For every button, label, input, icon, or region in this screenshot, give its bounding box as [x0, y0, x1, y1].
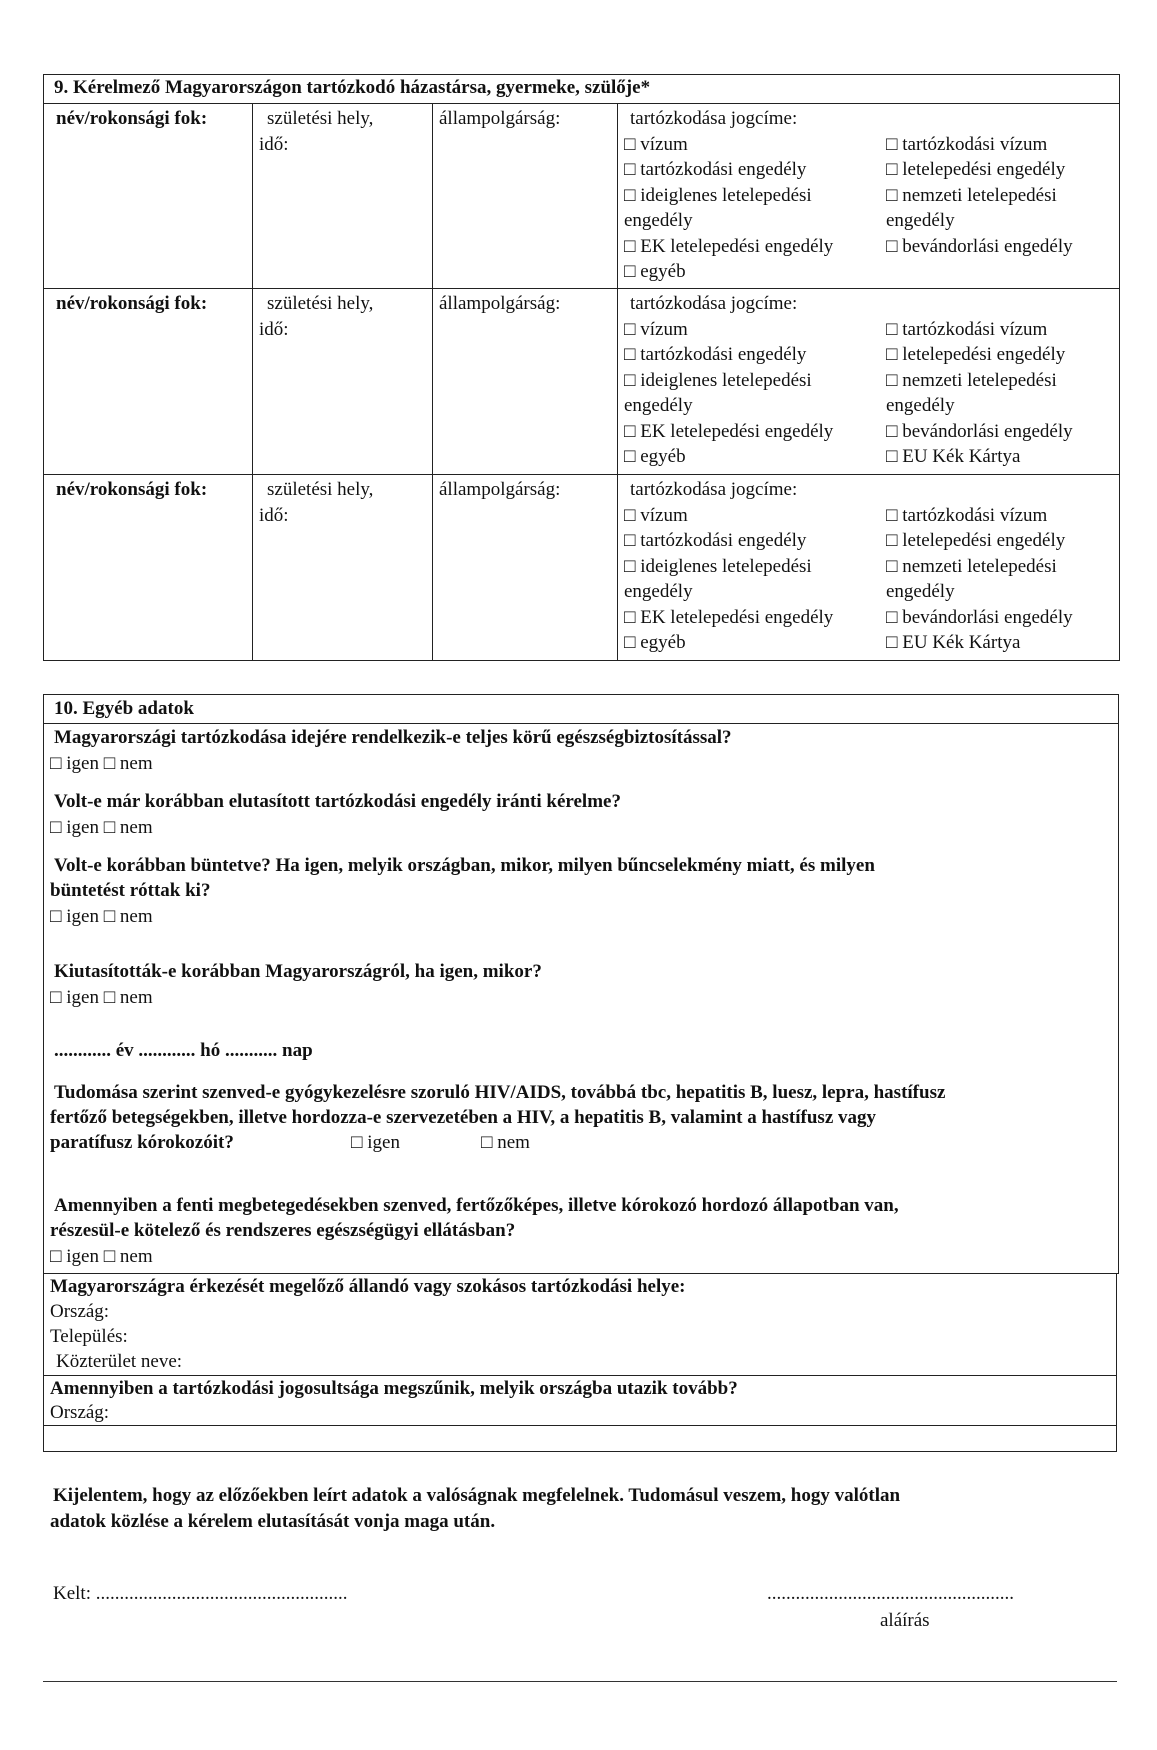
- name-label[interactable]: név/rokonsági fok:: [56, 108, 208, 129]
- status-option[interactable]: □ vízum: [624, 504, 688, 526]
- status-option[interactable]: □ bevándorlási engedély: [886, 420, 1073, 442]
- section-9-title: 9. Kérelmező Magyarországon tartózkodó házastársa, gyermeke, szülője*: [44, 75, 1120, 104]
- birth-label[interactable]: születési hely,: [267, 293, 374, 314]
- birth-label[interactable]: születési hely,: [267, 479, 374, 500]
- status-option[interactable]: □ EK letelepedési engedély: [624, 235, 834, 257]
- status-option[interactable]: □ nemzeti letelepedési: [886, 555, 1057, 577]
- question-care-1: Amennyiben a fenti megbetegedésekben szenved, fertőzőképes, illetve kórokozó hordozó állapotban van,: [54, 1195, 899, 1216]
- answer-care[interactable]: □ igen □ nem: [50, 1246, 153, 1267]
- status-option[interactable]: □ tartózkodási vízum: [886, 133, 1048, 155]
- residence-country[interactable]: Ország:: [50, 1301, 110, 1322]
- status-option[interactable]: □ letelepedési engedély: [886, 530, 1066, 551]
- status-option[interactable]: □ bevándorlási engedély: [886, 606, 1073, 628]
- family-member-row: [44, 475, 1120, 661]
- question-care-2: részesül-e kötelező és rendszeres egészségügyi ellátásban?: [50, 1220, 516, 1241]
- answer-convicted[interactable]: □ igen □ nem: [50, 906, 153, 927]
- family-member-row: [44, 289, 1120, 475]
- status-option[interactable]: □ nemzeti letelepedési: [886, 369, 1057, 391]
- status-option[interactable]: □ ideiglenes letelepedési: [624, 184, 812, 206]
- question-disease-3: paratífusz kórokozóit?: [50, 1132, 234, 1153]
- departure-country[interactable]: Ország:: [50, 1402, 110, 1423]
- birth-label[interactable]: születési hely,: [267, 108, 374, 129]
- status-option[interactable]: □ ideiglenes letelepedési: [624, 369, 812, 391]
- declaration-line-2: adatok közlése a kérelem elutasítását vonja maga után.: [50, 1511, 496, 1532]
- status-option[interactable]: engedély: [886, 395, 955, 416]
- answer-expelled[interactable]: □ igen □ nem: [50, 987, 153, 1008]
- birth-time-label[interactable]: idő:: [259, 318, 289, 340]
- question-disease-1: Tudomása szerint szenved-e gyógykezelésre szoruló HIV/AIDS, továbbá tbc, hepatitis B, luesz, lepra, hastífusz: [54, 1082, 946, 1103]
- status-option[interactable]: □ vízum: [624, 133, 688, 155]
- status-option[interactable]: [886, 259, 1113, 285]
- status-option[interactable]: □ vízum: [624, 318, 688, 340]
- status-option[interactable]: □ tartózkodási engedély: [624, 344, 807, 365]
- question-convicted-1: Volt-e korábban büntetve? Ha igen, melyik országban, mikor, milyen bűncselekmény miatt, és milyen: [54, 855, 875, 876]
- status-option[interactable]: □ egyéb: [624, 632, 686, 653]
- status-option[interactable]: engedély: [624, 395, 693, 416]
- status-option[interactable]: □ EK letelepedési engedély: [624, 606, 834, 628]
- question-expelled: Kiutasították-e korábban Magyarországról, ha igen, mikor?: [54, 961, 542, 982]
- declaration-line-1: Kijelentem, hogy az előzőekben leírt adatok a valóságnak megfelelnek. Tudomásul veszem, hogy valótlan: [53, 1485, 901, 1506]
- citizenship-label[interactable]: állampolgárság:: [439, 108, 561, 129]
- status-option[interactable]: □ letelepedési engedély: [886, 344, 1066, 365]
- name-label[interactable]: név/rokonsági fok:: [56, 479, 208, 500]
- citizenship-label[interactable]: állampolgárság:: [439, 479, 561, 500]
- status-option[interactable]: □ EU Kék Kártya: [886, 632, 1021, 653]
- residence-title: Magyarországra érkezését megelőző állandó vagy szokásos tartózkodási helye:: [50, 1276, 686, 1297]
- status-option[interactable]: engedély: [624, 210, 693, 231]
- status-option[interactable]: □ tartózkodási engedély: [624, 530, 807, 551]
- status-option[interactable]: □ bevándorlási engedély: [886, 235, 1073, 257]
- date-line[interactable]: ............ év ............ hó ........... nap: [54, 1040, 313, 1061]
- question-rejected: Volt-e már korábban elutasított tartózkodási engedély iránti kérelme?: [54, 791, 621, 812]
- status-option[interactable]: □ tartózkodási vízum: [886, 504, 1048, 526]
- question-disease-2: fertőző betegségekben, illetve hordozza-e szervezetében a HIV, a hepatitis B, valamint a hastífusz vagy: [50, 1107, 877, 1128]
- departure-box: [43, 1375, 1117, 1426]
- answer-disease-yes[interactable]: □ igen: [351, 1132, 400, 1153]
- residence-box: [43, 1273, 1117, 1376]
- status-option[interactable]: □ egyéb: [624, 446, 686, 467]
- date-field[interactable]: Kelt: .....................................................: [53, 1583, 348, 1604]
- residence-street[interactable]: Közterület neve:: [56, 1351, 183, 1372]
- status-option[interactable]: engedély: [886, 210, 955, 231]
- status-option[interactable]: □ egyéb: [624, 261, 686, 282]
- residence-city[interactable]: Település:: [50, 1326, 128, 1347]
- status-label: tartózkodása jogcíme:: [630, 293, 798, 314]
- citizenship-label[interactable]: állampolgárság:: [439, 293, 561, 314]
- section-10-title: 10. Egyéb adatok: [54, 698, 194, 719]
- status-option[interactable]: engedély: [886, 581, 955, 602]
- status-option[interactable]: engedély: [624, 581, 693, 602]
- birth-time-label[interactable]: idő:: [259, 504, 289, 526]
- section-9-table: [43, 74, 1120, 661]
- status-label: tartózkodása jogcíme:: [630, 479, 798, 500]
- status-option[interactable]: □ EU Kék Kártya: [886, 446, 1021, 467]
- signature-line[interactable]: ....................................................: [767, 1583, 1014, 1604]
- empty-row: [43, 1425, 1117, 1452]
- question-convicted-2: büntetést róttak ki?: [50, 880, 211, 901]
- name-label[interactable]: név/rokonsági fok:: [56, 293, 208, 314]
- answer-rejected[interactable]: □ igen □ nem: [50, 817, 153, 838]
- departure-title: Amennyiben a tartózkodási jogosultsága megszűnik, melyik országba utazik tovább?: [50, 1378, 738, 1399]
- status-option[interactable]: □ tartózkodási engedély: [624, 159, 807, 180]
- status-option[interactable]: □ tartózkodási vízum: [886, 318, 1048, 340]
- answer-disease-no[interactable]: □ nem: [481, 1132, 530, 1153]
- signature-label: aláírás: [880, 1610, 930, 1631]
- family-member-row: [44, 104, 1120, 289]
- question-insurance: Magyarországi tartózkodása idejére rendelkezik-e teljes körű egészségbiztosítással?: [54, 727, 732, 748]
- section-10-box: [43, 694, 1119, 1274]
- status-option[interactable]: □ EK letelepedési engedély: [624, 420, 834, 442]
- status-option[interactable]: □ nemzeti letelepedési: [886, 184, 1057, 206]
- status-label: tartózkodása jogcíme:: [630, 108, 798, 129]
- status-option[interactable]: □ letelepedési engedély: [886, 159, 1066, 180]
- answer-insurance[interactable]: □ igen □ nem: [50, 753, 153, 774]
- footer-rule: [43, 1681, 1117, 1682]
- status-option[interactable]: □ ideiglenes letelepedési: [624, 555, 812, 577]
- birth-time-label[interactable]: idő:: [259, 133, 289, 155]
